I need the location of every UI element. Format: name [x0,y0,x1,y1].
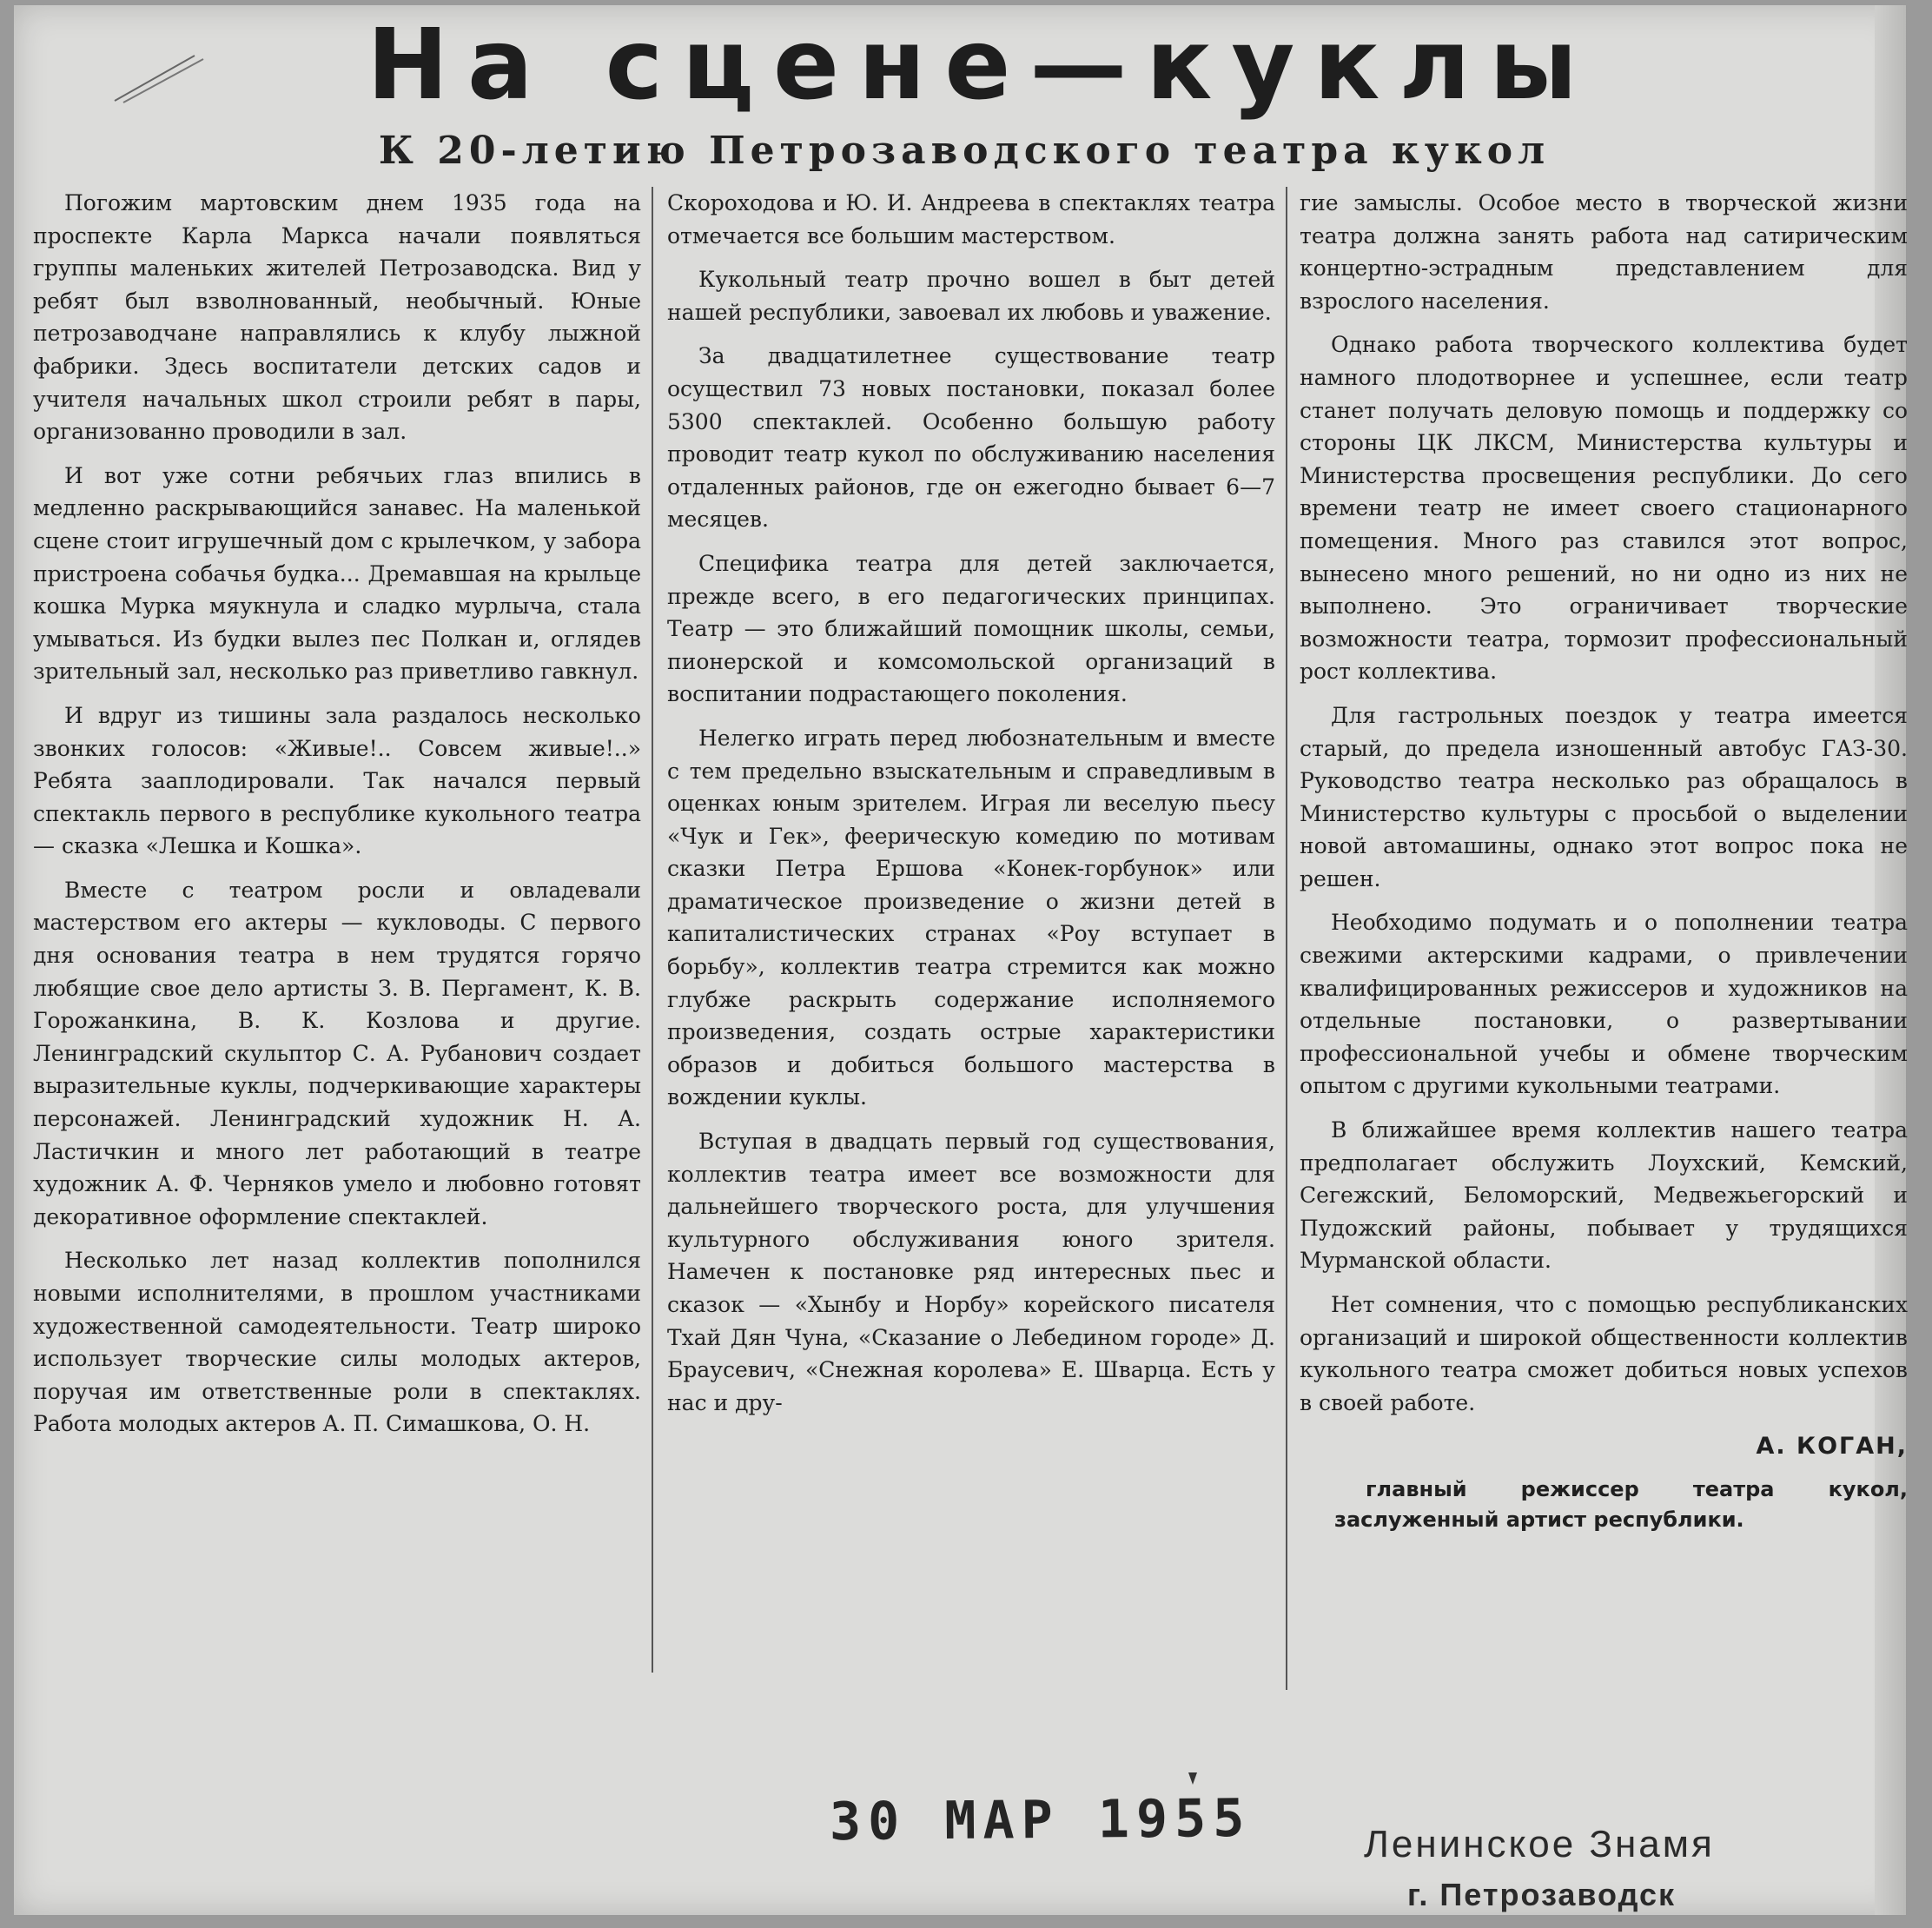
newspaper-city: г. Петрозаводск [1407,1877,1676,1912]
article-paragraph: Погожим мартовским днем 1935 года на проспекте Карла Маркса начали появляться группы маленьких жителей Петрозаводска. Вид у ребят был взволнованный, необычный. Юные петрозаводчане направлялись к клубу лыжной фабрики. Здесь воспитатели детских садов и учителя начальных школ строили ребят в пары, организованно проводили в зал. [33,190,641,445]
article-paragraph: Нет сомнения, что с помощью республиканских организаций и широкой общественности коллектив кукольного театра сможет добиться новых успехов в своей работе. [1300,1292,1908,1415]
article-headline: На сцене—куклы [367,9,1597,122]
article-column-2 [667,187,1275,1430]
article-column-3 [1300,187,1908,1547]
article-paragraph: Кукольный театр прочно вошел в быт детей нашей республики, завоевал их любовь и уважение. [667,267,1275,325]
article-paragraph: И вдруг из тишины зала раздалось несколько звонких голосов: «Живые!.. Совсем живые!..» Ребята зааплодировали. Так начался первый спектакль первого в республике кукольного театра — сказка «Лешка и Кошка». [33,702,641,859]
article-paragraph: Вместе с театром росли и овладевали мастерством его актеры — кукловоды. С первого дня основания театра в нем трудятся горячо любящие свое дело артисты З. В. Пергамент, К. В. Горожанкина, В. К. Козлова и другие. Ленинградский скульптор С. А. Рубанович создает выразительные куклы, подчеркивающие характеры персонажей. Ленинградский художник Н. А. Ластичкин и много лет работающий в театре художник А. Ф. Черняков умело и любовно готовят декоративное оформление спектаклей. [33,877,641,1229]
article-author: А. КОГАН, [1756,1433,1908,1461]
column-divider [652,187,653,1673]
article-paragraph: Необходимо подумать и о пополнении театра свежими актерскими кадрами, о привлечении квалифицированных режиссеров и художников на отдельные постановки, о развертывании профессиональной учебы и обмене творческим опытом с другими кукольными театрами. [1300,910,1908,1099]
article-paragraph: За двадцатилетнее существование театр осуществил 73 новых постановки, показал более 5300 спектаклей. Особенно большую работу проводит театр кукол по обслуживанию населения отдаленных районов, где он ежегодно бывает 6—7 месяцев. [667,343,1275,533]
article-paragraph: Однако работа творческого коллектива будет намного плодотворнее и успешнее, если театр станет получать деловую помощь и поддержку со стороны ЦК ЛКСМ, Министерства культуры и Министерства просвещения республики. До сего времени театр не имеет своего стационарного помещения. Много раз ставился этот вопрос, вынесено много решений, но ни одно из них не выполнено. Это ограничивает творческие возможности театра, тормозит профессиональный рост коллектива. [1300,332,1908,685]
pencil-tick-icon [1188,1772,1197,1785]
article-paragraph: В ближайшее время коллектив нашего театра предполагает обслужить Лоухский, Кемский, Сегежский, Беломорский, Медвежьегорский и Пудожский районы, побывает у трудящихся Мурманской области. [1300,1117,1908,1274]
article-subheadline: К 20-летию Петрозаводского театра кукол [378,129,1551,173]
date-stamp: 30 МАР 1955 [829,1787,1252,1853]
article-paragraph: Нелегко играть перед любознательным и вместе с тем предельно взыскательным и справедливым в оценках юным зрителем. Играя ли веселую пьесу «Чук и Гек», феерическую комедию по мотивам сказки Петра Ершова «Конек-горбунок» или драматическое произведение о жизни детей в капиталистических странах «Роу вступает в борьбу», коллектив театра стремится как можно глубже раскрыть содержание исполняемого произведения, создать острые характеристики образов и добиться большого мастерства в вождении куклы. [667,725,1275,1110]
newspaper-name: Ленинское Знамя [1364,1823,1715,1865]
article-paragraph: И вот уже сотни ребячьих глаз впились в медленно раскрывающийся занавес. На маленькой сцене стоит игрушечный дом с крылечком, у забора пристроена собачья будка... Дремавшая на крыльце кошка Мурка мяукнула и сладко мурлыча, стала умываться. Из будки вылез пес Полкан и, оглядев зрительный зал, несколько раз приветливо гавкнул. [33,462,641,685]
article-column-1 [33,187,641,1452]
article-paragraph: Несколько лет назад коллектив пополнился новыми исполнителями, в прошлом участниками художественной самодеятельности. Театр широко использует творческие силы молодых актеров, поручая им ответственные роли в спектаклях. Работа молодых актеров А. П. Симашкова, О. Н. [33,1248,641,1437]
article-paragraph: Вступая в двадцать первый год существования, коллектив театра имеет все возможности для дальнейшего творческого роста, для улучшения культурного обслуживания юного зрителя. Намечен к постановке ряд интересных пьес и сказок — «Хынбу и Норбу» корейского писателя Тхай Дян Чуна, «Сказание о Лебедином городе» Д. Браусевич, «Снежная королева» Е. Шварца. Есть у нас и дру- [667,1129,1275,1415]
article-paragraph: Скороходова и Ю. И. Андреева в спектаклях театра отмечается все большим мастерством. [667,190,1275,248]
column-divider [1286,187,1287,1690]
article-paragraph: гие замыслы. Особое место в творческой жизни театра должна занять работа над сатирическим концертно-эстрадным представлением для взрослого населения. [1300,190,1908,314]
pencil-mark-icon [111,52,207,104]
article-author-title: главный режиссер театра кукол, заслуженный артист республики. [1334,1476,1908,1532]
article-paragraph: Специфика театра для детей заключается, прежде всего, в его педагогических принципах. Театр — это ближайший помощник школы, семьи, пионерской и комсомольской организаций в воспитании подрастающего поколения. [667,550,1275,707]
article-paragraph: Для гастрольных поездок у театра имеется старый, до предела изношенный автобус ГАЗ-30. Руководство театра несколько раз обращалось в Министерство культуры с просьбой о выделении новой автомашины, однако этот вопрос пока не решен. [1300,702,1908,891]
